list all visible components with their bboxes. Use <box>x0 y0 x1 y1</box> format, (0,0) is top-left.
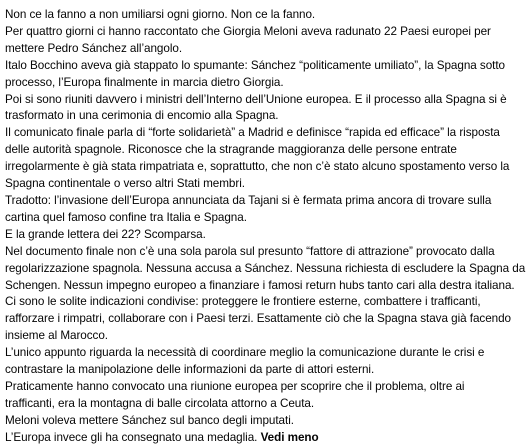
post-line: L’unico appunto riguarda la necessità di coordinare meglio la comunicazione durante le crisi e <box>5 346 485 360</box>
post-line: Italo Bocchino aveva già stappato lo spumante: Sánchez “politicamente umiliato”, la Spagna sotto <box>5 58 506 72</box>
post-last-line <box>5 430 531 447</box>
post-line: delle autorità spagnole. Riconosce che la stragrande maggioranza delle persone entrate <box>5 143 457 157</box>
post-line: trasformato in una cerimonia di encomio alla Spagna. <box>5 109 279 123</box>
post-line: E la grande lettera dei 22? Scomparsa. <box>5 227 206 241</box>
post-line: Schengen. Nessun impegno europeo a finanziare i famosi return hubs tanto cari alla destra italiana. <box>5 278 515 292</box>
post-text <box>5 7 531 447</box>
post-line: regolarizzazione spagnola. Nessuna accusa a Sánchez. Nessuna richiesta di escludere la Spagna da <box>5 261 526 275</box>
post-line: rafforzare i rimpatri, collaborare con i Paesi terzi. Esattamente ciò che la Spagna stava già facendo <box>5 312 512 326</box>
post-line: Per quattro giorni ci hanno raccontato che Giorgia Meloni aveva radunato 22 Paesi europei per <box>5 24 491 38</box>
post-line: Praticamente hanno convocato una riunione europea per scoprire che il problema, oltre ai <box>5 379 465 393</box>
post-line: insieme al Marocco. <box>5 329 108 343</box>
see-less-link[interactable]: Vedi meno <box>260 430 319 444</box>
post-line: Non ce la fanno a non umiliarsi ogni giorno. Non ce la fanno. <box>5 8 316 21</box>
post-line: cartina quel famoso confine tra Italia e Spagna. <box>5 210 247 224</box>
post-line-text: L’Europa invece gli ha consegnato una medaglia. <box>5 430 258 444</box>
post-line: irregolarmente è già stata rimpatriata e, soprattutto, che non c’è stato alcuno spostamento verso la <box>5 160 510 174</box>
post-line: Il comunicato finale parla di “forte solidarietà” a Madrid e definisce “rapida ed efficace” la risposta <box>5 126 500 140</box>
post-line: Ci sono le solite indicazioni condivise: proteggere le frontiere esterne, combattere i trafficanti, <box>5 295 481 309</box>
post-line: Tradotto: l’invasione dell’Europa annunciata da Tajani si è fermata prima ancora di trovare sulla <box>5 193 492 207</box>
post-line: Poi si sono riuniti davvero i ministri dell’Interno dell’Unione europea. E il processo alla Spagna si è <box>5 92 507 106</box>
post-line: contrastare la manipolazione delle informazioni da parte di attori esterni. <box>5 363 375 377</box>
post-line: Spagna continentale o verso altri Stati membri. <box>5 177 245 191</box>
post-line: mettere Pedro Sánchez all’angolo. <box>5 41 183 55</box>
post-line: Meloni voleva mettere Sánchez sul banco degli imputati. <box>5 413 294 427</box>
post-line: Nel documento finale non c’è una sola parola sul presunto “fattore di attrazione” provocato dalla <box>5 244 495 258</box>
post-line: processo, l’Europa finalmente in marcia dietro Giorgia. <box>5 75 284 89</box>
post-line: trafficanti, era la montagna di balle circolata attorno a Ceuta. <box>5 396 315 410</box>
